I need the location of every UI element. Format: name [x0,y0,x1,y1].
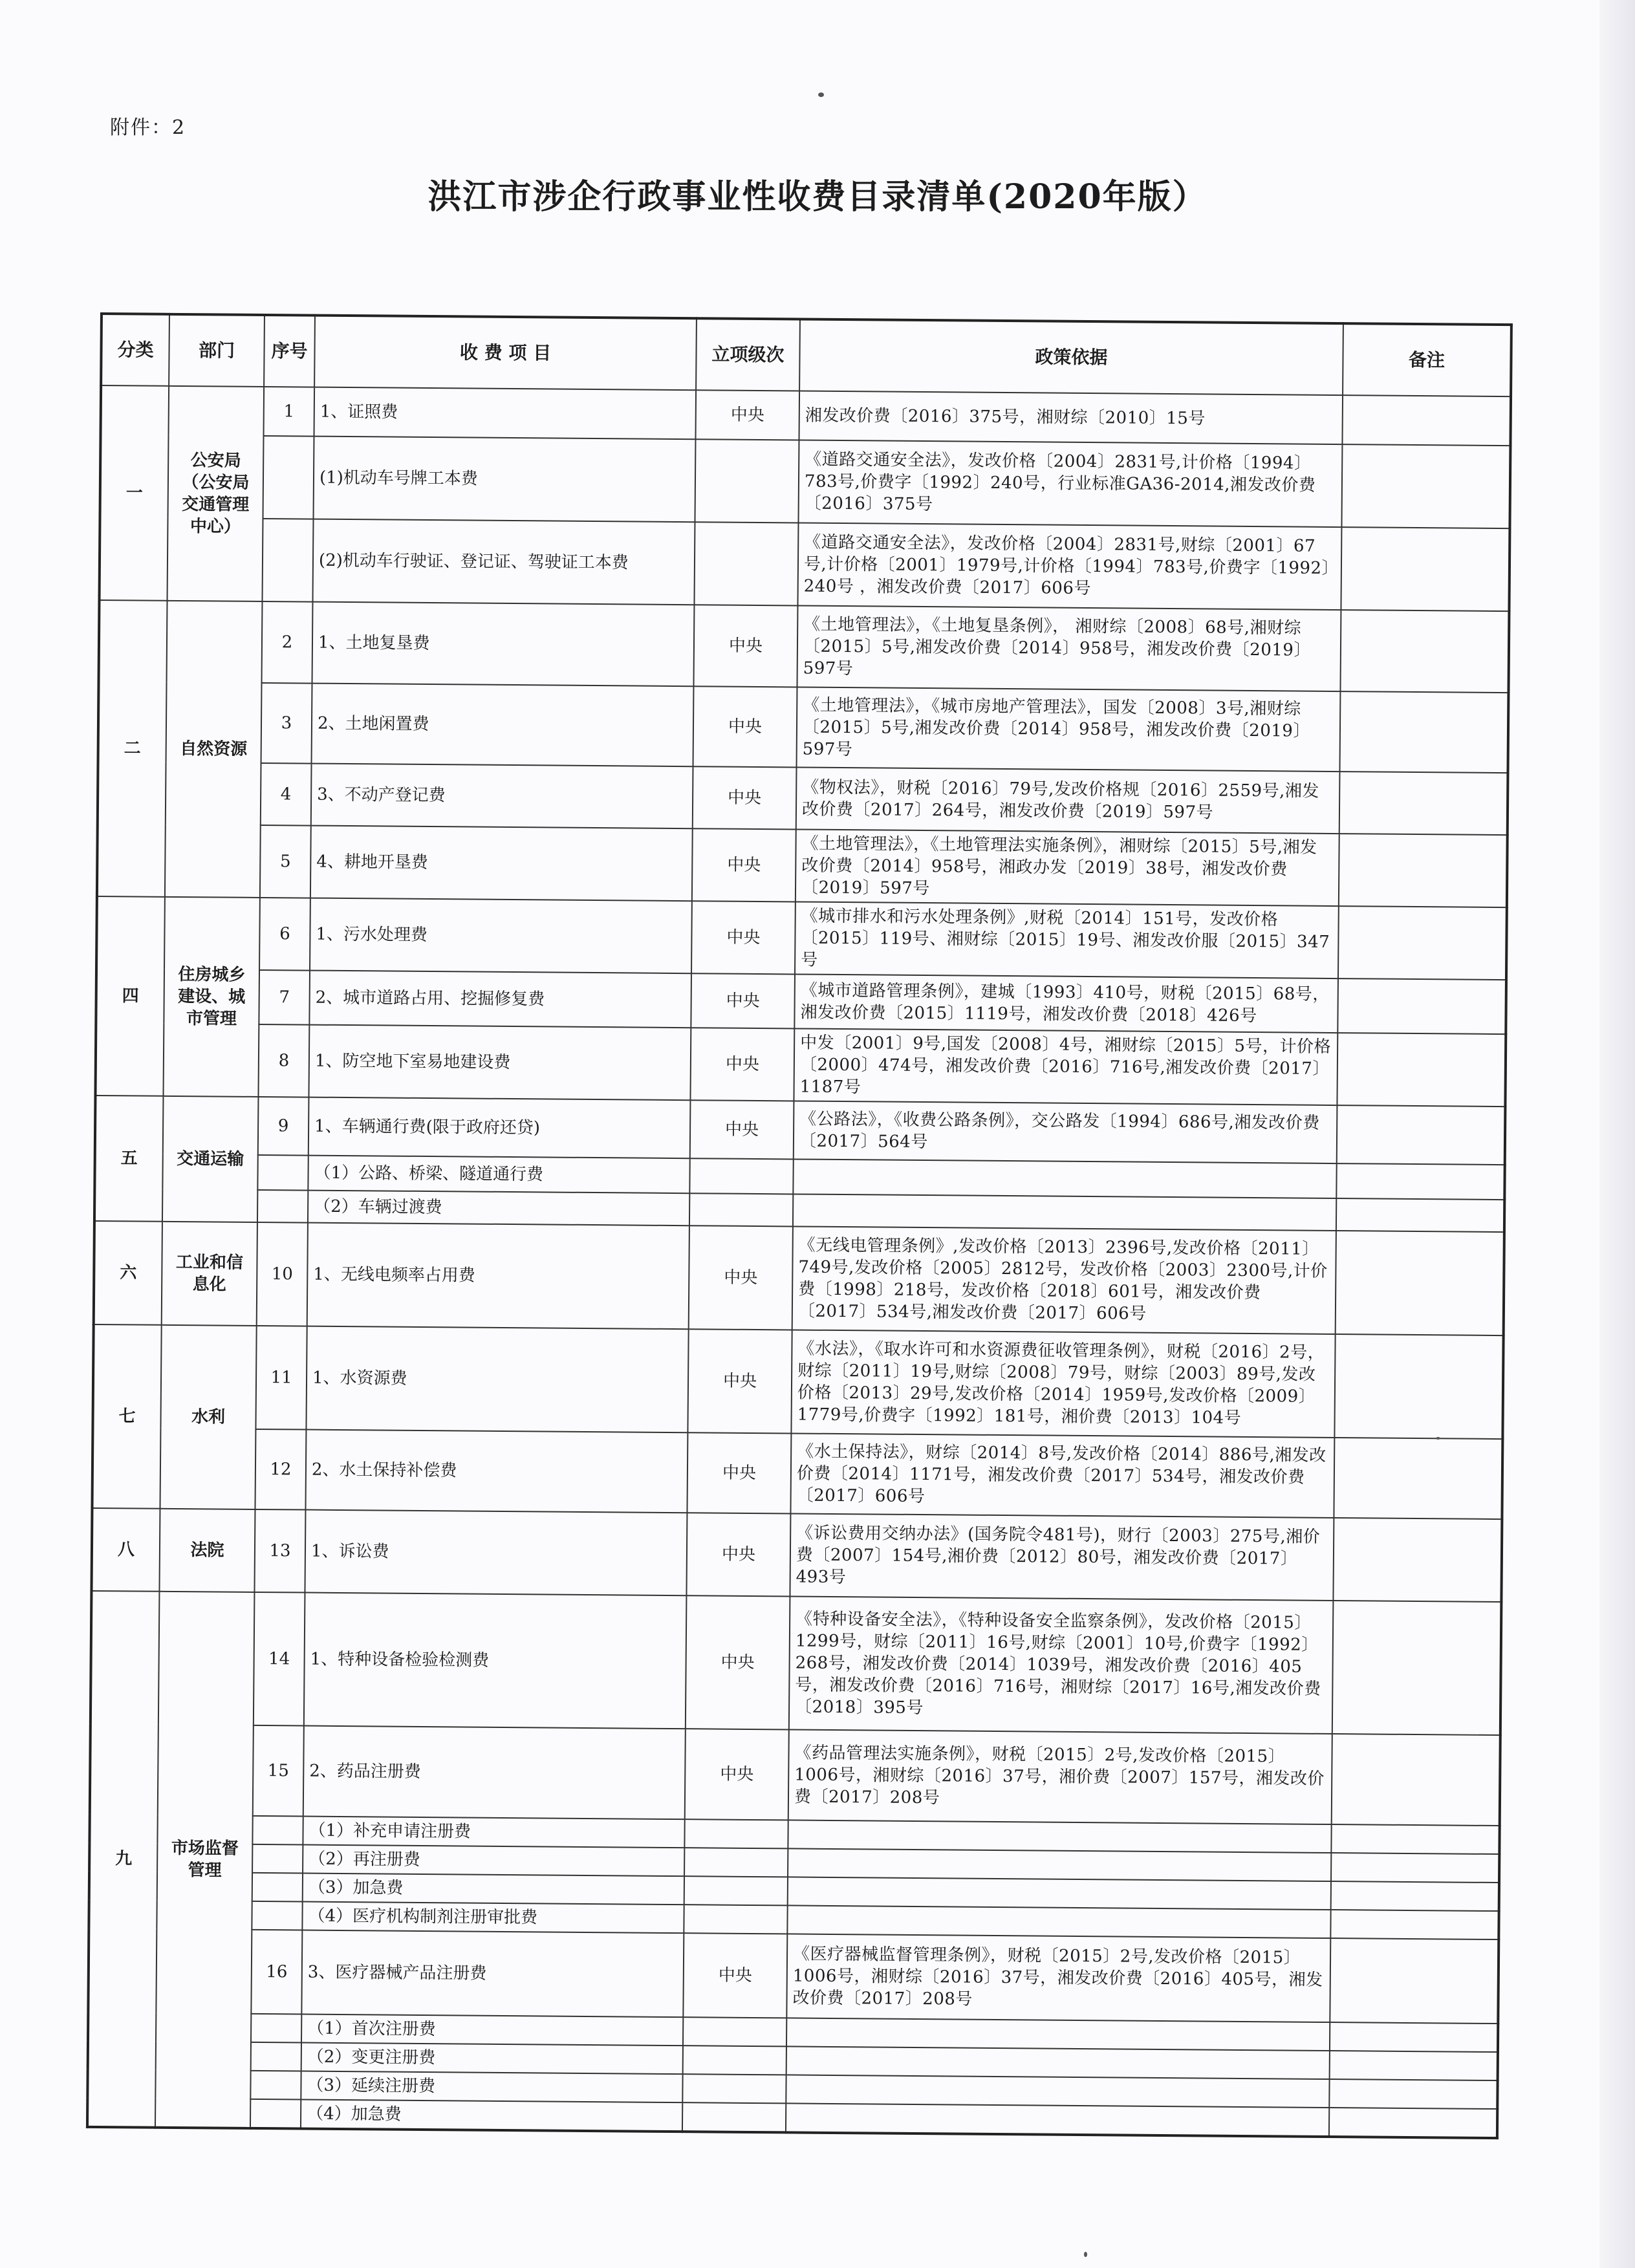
remark-cell [1334,1438,1502,1519]
level-cell: 中央 [689,1226,793,1330]
category-cell: 六 [94,1221,162,1325]
item-cell: 2、水土保持补偿费 [305,1430,688,1513]
scan-speck [1084,2252,1087,2257]
level-cell: 中央 [690,1100,794,1159]
item-cell: （2）再注册费 [303,1845,684,1877]
level-cell [684,1905,787,1934]
department-cell: 法院 [159,1509,255,1592]
table-row [94,1221,1504,1335]
basis-cell: 《公路法》，《收费公路条例》，交公路发〔1994〕686号,湘发改价费〔2017〕564号 [794,1101,1337,1163]
seq-cell: 15 [253,1725,304,1817]
table-row [90,1724,1500,1826]
seq-cell: 16 [251,1930,302,2014]
level-cell [689,1158,793,1194]
level-cell [682,2102,786,2132]
level-cell: 中央 [687,1432,791,1513]
table-row [100,517,1510,611]
level-cell [684,1876,788,1905]
level-cell [684,1848,788,1877]
basis-cell: 《城市排水和污水处理条例》,财税〔2014〕151号，发改价格〔2015〕119号、湘财综〔2015〕19号、湘发改价服〔2015〕347号 [795,902,1339,978]
header-level: 立项级次 [696,318,800,391]
level-cell [683,2046,786,2075]
item-cell: （1）首次注册费 [301,2014,683,2046]
basis-cell [786,2103,1329,2137]
basis-cell [786,2075,1329,2108]
level-cell: 中央 [683,1933,787,2018]
remark-cell [1330,2051,1498,2080]
remark-cell [1341,444,1510,528]
table-row [92,1428,1502,1519]
table-row [99,600,1510,693]
seq-cell [252,1873,303,1902]
header-item: 收 费 项 目 [314,316,697,391]
remark-cell [1342,395,1511,446]
category-cell: 五 [94,1096,164,1222]
table-row [88,1928,1499,2024]
table-row [97,824,1508,907]
level-cell: 中央 [685,1729,789,1820]
remark-cell [1336,1198,1504,1232]
seq-cell [257,1190,308,1223]
department-cell: 工业和信息化 [162,1222,257,1326]
remark-cell [1339,691,1508,773]
item-cell: (1)机动车号牌工本费 [314,437,696,523]
seq-cell: 12 [255,1429,306,1510]
basis-cell: 《水法》，《取水许可和水资源费征收管理条例》，财税〔2016〕2号，财综〔2011〕19号,财综〔2008〕79号，财综〔2003〕89号,发改价格〔2013〕29号,发改价格〔2014〕1959号,发改价格〔2009〕1779号,价费字〔1992〕181号，湘价费〔2013〕104号 [791,1330,1335,1438]
item-cell: 3、医疗器械产品注册费 [301,1930,684,2018]
level-cell: 中央 [692,828,796,902]
seq-cell: 3 [261,683,312,764]
table-row [95,1096,1506,1165]
header-row [101,314,1511,396]
remark-cell [1329,2079,1497,2109]
basis-cell [788,1877,1331,1910]
header-department: 部门 [169,314,265,387]
seq-cell [262,519,313,602]
seq-cell: 4 [261,763,312,826]
remark-cell [1341,527,1510,611]
seq-cell: 13 [254,1509,305,1593]
category-cell: 一 [100,385,169,601]
basis-cell: 《无线电管理条例》,发改价格〔2013〕2396号,发改价格〔2011〕749号,发改价格〔2005〕2812号，发改价格〔2003〕2300号,计价费〔1998〕218号，发改价格〔2018〕601号，湘发改价费〔2017〕534号,湘发改价费〔2017〕606号 [792,1226,1336,1334]
remark-cell [1337,1105,1506,1165]
table-row [96,896,1507,980]
basis-cell: 《土地管理法》，《城市房地产管理法》，国发〔2008〕3号,湘财综〔2015〕5号,湘发改价费〔2014〕958号，湘发改价费〔2019〕597号 [797,687,1341,772]
item-cell: 1、证照费 [314,387,697,440]
table-row [98,682,1509,773]
item-cell: 4、耕地开垦费 [310,826,693,902]
basis-cell [793,1159,1336,1198]
fee-table-body [87,385,1511,2138]
table-row [95,1023,1506,1107]
level-cell: 中央 [693,605,797,687]
fee-table [86,312,1513,2139]
level-cell: 中央 [686,1595,790,1729]
level-cell: 中央 [691,973,795,1028]
table-row [100,435,1511,528]
item-cell: （4）医疗机构制剂注册审批费 [302,1902,684,1934]
scan-edge [1599,0,1635,2268]
basis-cell [788,1848,1331,1881]
category-cell: 七 [92,1324,161,1509]
basis-cell: 《土地管理法》，《土地管理法实施条例》，湘财综〔2015〕5号,湘发改价费〔2014〕958号，湘政办发〔2019〕38号，湘发改价费〔2019〕597号 [796,829,1339,906]
level-cell [684,1819,788,1848]
item-cell: （1）公路、桥梁、隧道通行费 [308,1156,689,1194]
seq-cell [250,2071,301,2100]
page-title: 洪江市涉企行政事业性收费目录清单(2020年版） [428,177,1207,217]
remark-cell [1338,906,1507,980]
item-cell: （4）加急费 [301,2100,682,2132]
item-cell: 1、防空地下室易地建设费 [309,1025,691,1101]
level-cell: 中央 [690,1028,794,1101]
category-cell: 二 [97,600,168,897]
department-cell: 水利 [160,1325,256,1509]
item-cell: (2)机动车行驶证、登记证、驾驶证工本费 [312,519,695,605]
basis-cell: 《物权法》，财税〔2016〕79号,发改价格规〔2016〕2559号,湘发改价费〔2017〕264号，湘发改价费〔2019〕597号 [796,767,1340,834]
remark-cell [1336,1163,1504,1200]
category-cell: 八 [91,1508,160,1592]
item-cell: 2、药品注册费 [303,1726,686,1820]
scan-speck [818,92,824,97]
remark-cell [1332,1734,1500,1826]
table-row [91,1508,1502,1602]
seq-cell [252,1901,302,1930]
item-cell: （2）车辆过渡费 [308,1191,689,1226]
item-cell: 1、土地复垦费 [312,602,695,687]
category-cell: 九 [87,1591,160,2128]
department-cell: 自然资源 [165,601,263,898]
remark-cell [1337,978,1506,1034]
basis-cell: 《道路交通安全法》，发改价格〔2004〕2831号,计价格〔1994〕783号,价费字〔1992〕240号，行业标准GA36-2014,湘发改价费〔2016〕375号 [798,440,1342,527]
basis-cell [786,2046,1330,2079]
level-cell [689,1193,793,1226]
remark-cell [1334,1334,1503,1439]
remark-cell [1329,2108,1497,2138]
basis-cell: 《医疗器械监督管理条例》，财税〔2015〕2号,发改价格〔2015〕1006号，湘财综〔2016〕37号，湘发改价费〔2016〕405号，湘发改价费〔2017〕208号 [786,1934,1330,2022]
basis-cell: 《诉讼费用交纳办法》(国务院令481号)，财行〔2003〕275号,湘价费〔2007〕154号,湘价费〔2012〕80号，湘发改价费〔2017〕493号 [790,1513,1334,1601]
basis-cell: 《水土保持法》，财综〔2014〕8号,发改价格〔2014〕886号,湘发改价费〔2014〕1171号，湘发改价费〔2017〕534号，湘发改价费〔2017〕606号 [790,1433,1334,1518]
remark-cell [1333,1518,1502,1602]
item-cell: 1、车辆通行费(限于政府还贷) [309,1097,691,1159]
level-cell: 中央 [693,766,797,829]
basis-cell: 《特种设备安全法》，《特种设备安全监察条例》，发改价格〔2015〕1299号，财综〔2011〕16号,财综〔2001〕10号,价费字〔1992〕268号，湘发改价费〔2014〕1039号，湘发改价费〔2016〕405号，湘发改价费〔2016〕716号，湘财综〔2017〕16号,湘发改价费〔2018〕395号 [789,1596,1334,1734]
remark-cell [1340,610,1509,693]
level-cell [695,439,799,523]
remark-cell [1330,2022,1498,2052]
basis-cell: 湘发改价费〔2016〕375号，湘财综〔2010〕15号 [799,391,1343,444]
basis-cell: 《药品管理法实施条例》，财税〔2015〕2号,发改价格〔2015〕1006号，湘财综〔2016〕37号，湘价费〔2007〕157号，湘发改价费〔2017〕208号 [788,1729,1332,1824]
level-cell [683,2017,786,2046]
level-cell: 中央 [688,1329,792,1433]
department-cell: 住房城乡建设、城市管理 [163,897,259,1097]
department-cell: 市场监督管理 [155,1592,255,2128]
seq-cell [263,436,314,519]
seq-cell: 5 [260,825,311,898]
item-cell: 1、污水处理费 [310,898,692,974]
fee-table-container [86,312,1513,2139]
seq-cell: 2 [262,601,313,684]
seq-cell: 9 [258,1097,309,1156]
seq-cell: 7 [259,970,310,1025]
remark-cell [1332,1601,1502,1735]
remark-cell [1339,772,1508,835]
item-cell: 2、城市道路占用、挖掘修复费 [309,971,691,1028]
category-cell: 四 [95,896,164,1096]
department-cell: 公安局（公安局交通管理中心） [168,386,265,601]
seq-cell: 8 [258,1024,309,1097]
basis-cell: 《土地管理法》，《土地复垦条例》， 湘财综〔2008〕68号,湘财综〔2015〕5号,湘发改价费〔2014〕958号，湘发改价费〔2019〕597号 [797,605,1341,691]
seq-cell: 14 [254,1592,305,1726]
level-cell: 中央 [686,1513,790,1596]
level-cell: 中央 [693,686,797,767]
seq-cell: 1 [264,387,315,437]
basis-cell [793,1194,1336,1231]
basis-cell: 《道路交通安全法》，发改价格〔2004〕2831号,财综〔2001〕67号,计价格〔2001〕1979号,计价格〔1994〕783号,价费字〔1992〕240号 ，湘发改价费〔2017〕606号 [797,523,1341,610]
item-cell: （2）变更注册费 [301,2043,683,2075]
item-cell: 1、无线电频率占用费 [307,1223,689,1330]
remark-cell [1331,1853,1499,1883]
header-seq: 序号 [264,315,315,387]
seq-cell: 10 [257,1222,308,1326]
seq-cell [252,1844,303,1874]
seq-cell: 6 [259,898,310,971]
item-cell: 1、水资源费 [306,1326,688,1433]
item-cell: 1、诉讼费 [305,1510,687,1596]
header-basis: 政策依据 [799,319,1343,395]
table-row [91,1591,1502,1735]
basis-cell [786,2018,1330,2051]
item-cell: 1、特种设备检验检测费 [304,1593,687,1729]
remark-cell [1331,1824,1499,1854]
seq-cell: 11 [255,1326,307,1430]
basis-cell: 中发〔2001〕9号,国发〔2008〕4号，湘财综〔2015〕5号，计价格〔2000〕474号，湘发改价费〔2016〕716号,湘发改价费〔2017〕1187号 [794,1028,1337,1105]
department-cell: 交通运输 [162,1096,259,1222]
attachment-label: 附件：2 [110,116,186,139]
header-remark: 备注 [1343,323,1511,396]
item-cell: （3）加急费 [303,1874,684,1905]
remark-cell [1337,1033,1506,1107]
level-cell [682,2074,786,2103]
basis-cell [788,1820,1331,1853]
remark-cell [1330,1910,1499,1939]
level-cell: 中央 [695,390,799,440]
seq-cell [252,1816,303,1845]
item-cell: （3）延续注册费 [301,2071,682,2103]
remark-cell [1331,1881,1499,1911]
level-cell [694,522,798,605]
item-cell: （1）补充申请注册费 [303,1817,684,1848]
item-cell: 3、不动产登记费 [311,764,693,829]
basis-cell: 《城市道路管理条例》，建城〔1993〕410号，财税〔2015〕68号，湘发改价费〔2015〕1119号，湘发改价费〔2018〕426号 [794,974,1338,1033]
remark-cell [1330,1938,1499,2024]
item-cell: 2、土地闲置费 [312,684,694,767]
basis-cell [787,1905,1330,1938]
table-row [98,762,1508,835]
table-row [92,1324,1503,1439]
level-cell: 中央 [691,901,796,974]
remark-cell [1336,1231,1504,1335]
scan-speck [1436,1437,1440,1440]
seq-cell [257,1155,308,1191]
seq-cell [251,2014,301,2043]
remark-cell [1339,834,1508,907]
seq-cell [251,2042,301,2071]
seq-cell [250,2099,301,2129]
header-category: 分类 [101,314,169,386]
